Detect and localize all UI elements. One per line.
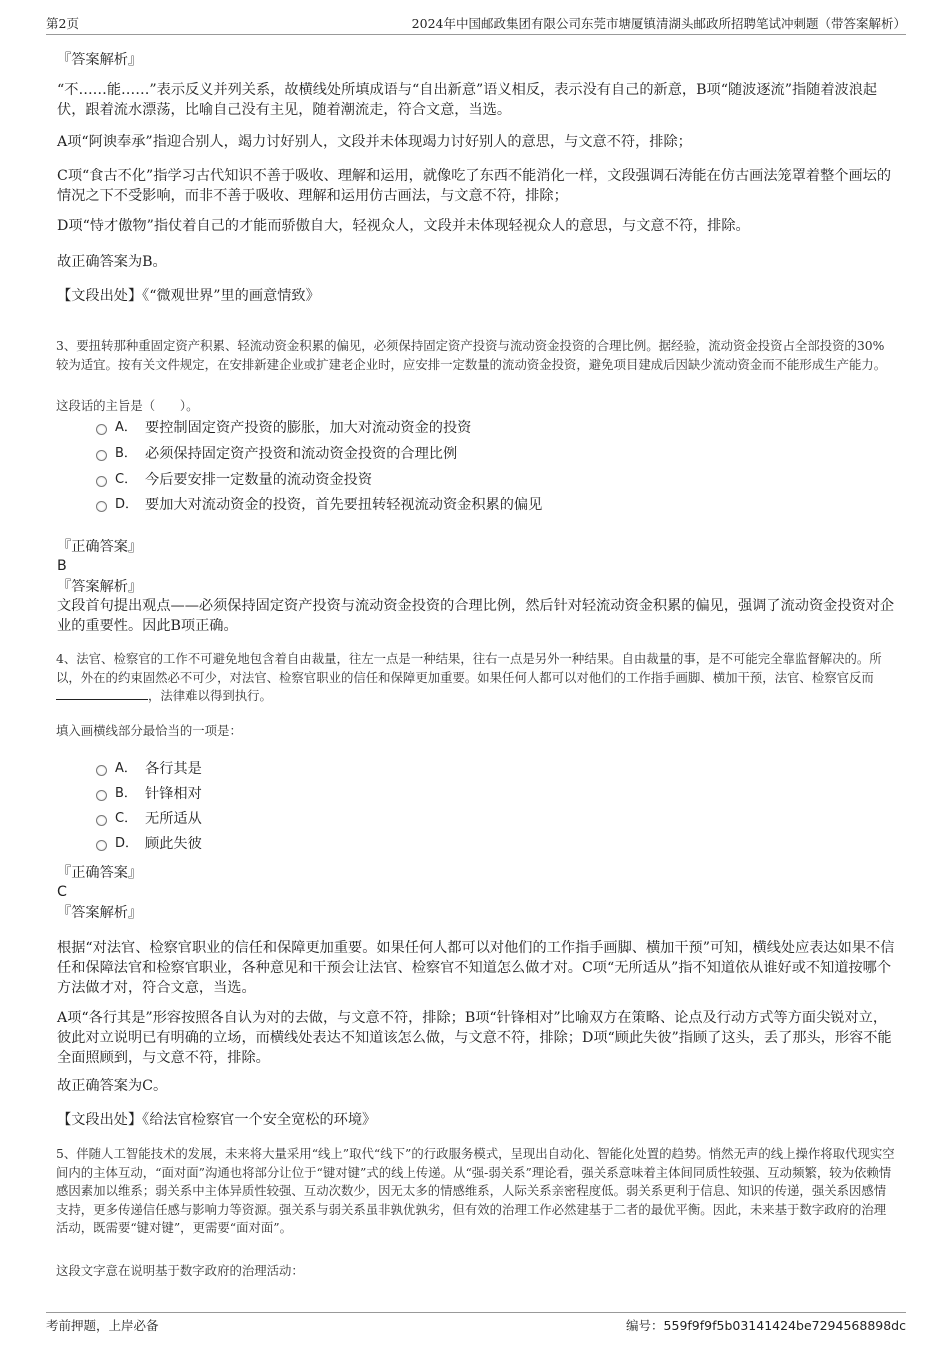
option-key: A．: [115, 420, 137, 435]
option-text: 要控制固定资产投资的膨胀，加大对流动资金的投资: [145, 420, 472, 436]
radio-button-icon[interactable]: [96, 765, 107, 776]
radio-button-icon[interactable]: [96, 450, 107, 461]
q4-option-a[interactable]: [96, 759, 202, 779]
q4-stem-text-end: ，法律难以得到执行。: [148, 688, 272, 703]
document-title: 2024年中国邮政集团有限公司东莞市塘厦镇清湖头邮政所招聘笔试冲刺题（带答案解析）: [411, 16, 906, 31]
q4-stem: [56, 650, 896, 706]
q2-analysis-p4: D项“恃才傲物”指仗着自己的才能而骄傲自大，轻视众人，文段并未体现轻视众人的意思，与文意不符，排除。: [57, 218, 750, 234]
radio-button-icon[interactable]: [96, 840, 107, 851]
q4-stem-text: 4、法官、检察官的工作不可避免地包含着自由裁量，往左一点是一种结果，往右一点是另外一种结果。自由裁量的事，是不可能完全靠监督解决的。所以，外在的约束固然必不可少，对法官、检察官职业的信任和保障更加重要。如果任何人都可以对他们的工作指手画脚、横加干预，法官、检察官反而: [56, 651, 882, 685]
option-key: D．: [115, 836, 139, 851]
q2-analysis-p2: A项“阿谀奉承”指迎合别人，竭力讨好别人，文段并未体现竭力讨好别人的意思，与文意不符，排除；: [57, 134, 692, 150]
q5-stem: 5、伴随人工智能技术的发展，未来将大量采用“线上”取代“线下”的行政服务模式，呈现出自动化、智能化处置的趋势。悄然无声的线上操作将取代现实空间内的主体互动，“面对面”沟通也将部分让位于“键对键”式的线上传递。从“强-弱关系”理论看，强关系意味着主体间同质性较强、互动频繁，较为依赖情感因素加以维系；弱关系中主体异质性较强、互动次数少，因无太多的情感维系，人际关系亲密程度低。弱关系更利于信息、知识的传递，强关系因感情支持，更多传递信任感与影响力等资源。强关系与弱关系虽非孰优孰劣，但有效的治理工作必然建基于二者的最优平衡。因此，未来基于数字政府的治理活动，既需要“键对键”，更需要“面对面”。: [56, 1146, 895, 1235]
option-key: C．: [115, 472, 138, 487]
q5-question: 这段文字意在说明基于数字政府的治理活动：: [56, 1263, 304, 1278]
q3-option-d[interactable]: [96, 495, 542, 515]
radio-button-icon[interactable]: [96, 424, 107, 435]
option-text: 要加大对流动资金的投资，首先要扭转轻视流动资金积累的偏见: [145, 497, 543, 513]
q2-source: 【文段出处】《“微观世界”里的画意情致》: [57, 288, 320, 304]
q4-answer: C: [57, 884, 67, 900]
q3-option-a[interactable]: [96, 418, 471, 438]
option-text: 无所适从: [145, 811, 202, 827]
q4-option-b[interactable]: [96, 784, 202, 804]
option-text: 必须保持固定资产投资和流动资金投资的合理比例: [145, 446, 458, 462]
q3-answer-label: 『正确答案』: [57, 539, 143, 555]
option-key: B．: [115, 446, 137, 461]
page-footer: [46, 1312, 906, 1333]
q4-analysis-label: 『答案解析』: [57, 905, 143, 921]
radio-button-icon[interactable]: [96, 815, 107, 826]
footer-slogan: 考前押题，上岸必备: [46, 1318, 159, 1333]
q4-answer-label: 『正确答案』: [57, 865, 143, 881]
document-code-value: 559f9f9f5b03141424be7294568898dc: [663, 1318, 906, 1333]
option-text: 顾此失彼: [145, 836, 202, 852]
q4-option-c[interactable]: [96, 809, 202, 829]
q4-analysis-p2: A项“各行其是”形容按照各自认为对的去做，与文意不符，排除；B项“针锋相对”比喻双方在策略、论点及行动方式等方面尖锐对立，彼此对立说明已有明确的立场，而横线处表达不知道该怎么做，与文意不符，排除；D项“顾此失彼”指顾了这头，丢了那头，形容不能全面照顾到，与文意不符，排除。: [57, 1010, 892, 1066]
q4-source: 【文段出处】《给法官检察官一个安全宽松的环境》: [57, 1112, 377, 1128]
option-text: 各行其是: [145, 761, 202, 777]
q4-question: 填入画横线部分最恰当的一项是：: [56, 723, 242, 738]
q3-question: 这段话的主旨是（ ）。: [56, 398, 199, 413]
q4-option-d[interactable]: [96, 834, 202, 854]
q4-conclusion: 故正确答案为C。: [57, 1078, 168, 1094]
q2-analysis-label: 『答案解析』: [57, 52, 143, 68]
radio-button-icon[interactable]: [96, 501, 107, 512]
q3-option-b[interactable]: [96, 444, 457, 464]
q3-analysis: 文段首句提出观点——必须保持固定资产投资与流动资金投资的合理比例，然后针对轻流动资金积累的偏见，强调了流动资金投资对企业的重要性。因此B项正确。: [57, 598, 895, 634]
q3-analysis-label: 『答案解析』: [57, 579, 143, 595]
document-code-label: 编号：: [626, 1318, 664, 1333]
option-key: D．: [115, 497, 139, 512]
document-code: [626, 1316, 906, 1334]
fill-blank-line: [56, 687, 148, 700]
q3-stem: 3、要扭转那种重固定资产积累、轻流动资金积累的偏见，必须保持固定资产投资与流动资金投资的合理比例。据经验，流动资金投资占全部投资的30%较为适宜。按有关文件规定，在安排新建企业或扩建老企业时，应安排一定数量的流动资金投资，避免项目建成后因缺少流动资金而不能形成生产能力。: [56, 338, 887, 372]
q2-analysis-p3: C项“食古不化”指学习古代知识不善于吸收、理解和运用，就像吃了东西不能消化一样，文段强调石涛能在仿古画法笼罩着整个画坛的情况之下不受影响，而非不善于吸收、理解和运用仿古画法，与文意不符，排除；: [57, 168, 892, 204]
q2-analysis-p1: “不……能……”表示反义并列关系，故横线处所填成语与“自出新意”语义相反，表示没有自己的新意，B项“随波逐流”指随着波浪起伏，跟着流水漂荡，比喻自己没有主见，随着潮流走，符合文意，当选。: [57, 82, 878, 118]
q3-answer: B: [57, 558, 67, 574]
radio-button-icon[interactable]: [96, 476, 107, 487]
page-number: 第2页: [46, 16, 79, 31]
q4-analysis-p1: 根据“对法官、检察官职业的信任和保障更加重要。如果任何人都可以对他们的工作指手画脚、横加干预”可知，横线处应表达如果不信任和保障法官和检察官职业，各种意见和干预会让法官、检察官不知道怎么做才对。C项“无所适从”指不知道依从谁好或不知道按哪个方法做才对，符合文意，当选。: [57, 940, 895, 996]
option-key: B．: [115, 786, 137, 801]
option-text: 今后要安排一定数量的流动资金投资: [145, 472, 373, 488]
option-key: A．: [115, 761, 137, 776]
q3-option-c[interactable]: [96, 470, 372, 490]
radio-button-icon[interactable]: [96, 790, 107, 801]
q2-conclusion: 故正确答案为B。: [57, 254, 167, 270]
page-header: [46, 12, 906, 35]
option-text: 针锋相对: [145, 786, 202, 802]
option-key: C．: [115, 811, 138, 826]
